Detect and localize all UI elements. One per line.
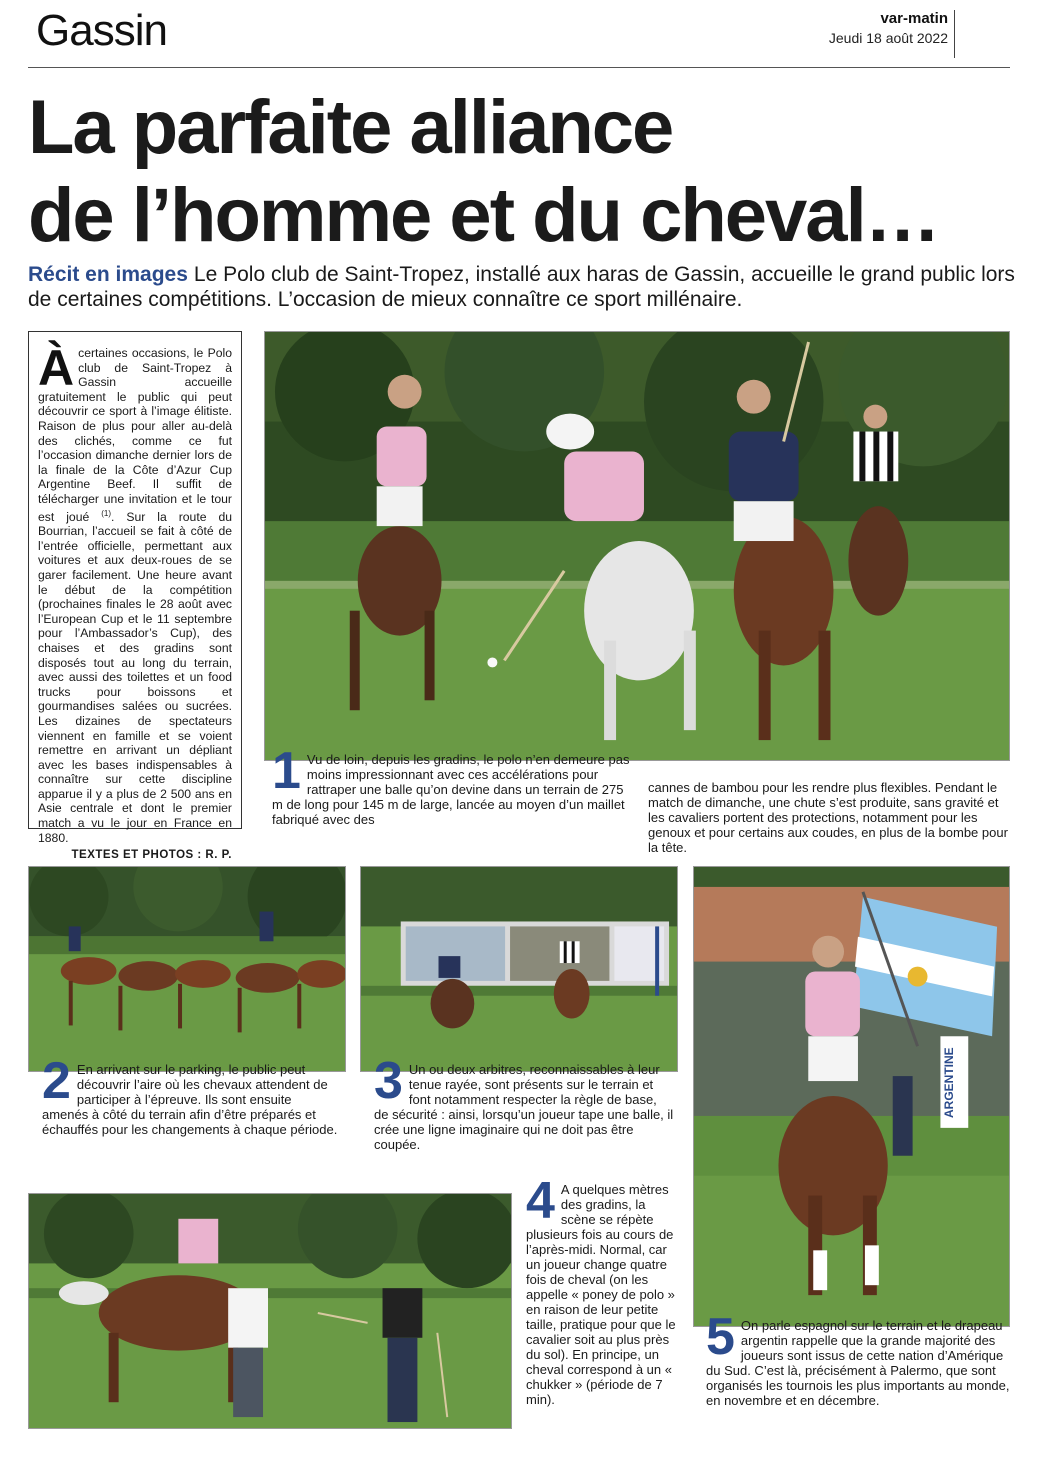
header-rule	[28, 67, 1010, 68]
photo-2-horses-parking	[28, 866, 346, 1072]
caption-4-number: 4	[526, 1172, 555, 1230]
headline-line-2: de l’homme et du cheval…	[28, 173, 939, 258]
newspaper-name: var-matin	[880, 10, 948, 27]
caption-1-col-b	[648, 780, 1010, 855]
section-title: Gassin	[36, 6, 167, 55]
photo-3-referee	[360, 866, 678, 1072]
argentine-banner-text: ARGENTINE	[942, 1047, 956, 1119]
caption-1-text-b: cannes de bambou pour les rendre plus flexibles. Pendant le match de dimanche, une chute s’est produite, sans gravité et les cavaliers portent des protections, notamment pour les genoux et pour certains aux coudes, en plus de la bombe pour la tête.	[648, 780, 1008, 855]
caption-3-text: Un ou deux arbitres, reconnaissables à leur tenue rayée, sont présents sur le terrain et font notamment respecter la règle de base, de sécurité : ainsi, lorsqu’un joueur tape une balle, il crée une ligne imaginaire qui ne doit pas être coupée.	[374, 1062, 674, 1152]
headline-line-1: La parfaite alliance	[28, 85, 673, 170]
article-body-part-1: certaines occasions, le Polo club de Saint-Tropez à Gassin accueille gratuitement le public qui peut découvrir ce sport à l’image élitiste. Raison de plus pour aller au-delà des clichés, comme ce fut l’occasion dimanche dernier lors de la finale de la Côte d’Azur Cup Argentine Beef. Il suffit de télécharger une invitation et le tour est joué	[38, 346, 232, 524]
caption-2-number: 2	[42, 1052, 71, 1110]
caption-4	[526, 1172, 680, 1407]
caption-2	[42, 1052, 338, 1137]
caption-3-number: 3	[374, 1052, 403, 1110]
credits: TEXTES ET PHOTOS : R. P.	[71, 849, 232, 862]
headline	[28, 84, 1028, 260]
kicker: Récit en images	[28, 263, 188, 286]
caption-1-text-a: Vu de loin, depuis les gradins, le polo n’en demeure pas moins impressionnant avec ces accélérations pour rattraper une balle qu’on devine dans un terrain de 275 m de long pour 145 m de large, lancée au moyen d’un maillet fabriqué avec des	[272, 752, 630, 827]
article-box	[28, 331, 242, 862]
footnote-mark: (1)	[101, 508, 112, 518]
dropcap: À	[38, 340, 75, 396]
article-body	[38, 340, 233, 845]
standfirst-text: Le Polo club de Saint-Tropez, installé aux haras de Gassin, accueille le grand public lors de certaines compétitions. L’occasion de mieux connaître ce sport millénaire.	[28, 263, 1015, 311]
issue-date: Jeudi 18 août 2022	[828, 30, 948, 46]
header-divider	[954, 10, 955, 58]
caption-1-col-a	[272, 742, 634, 827]
photo-4-horse-change	[28, 1193, 512, 1429]
caption-5-number: 5	[706, 1308, 735, 1366]
standfirst	[28, 262, 1018, 312]
caption-3	[374, 1052, 674, 1152]
caption-5-text: On parle espagnol sur le terrain et le drapeau argentin rappelle que la grande majorité des joueurs sont issus de cette nation d’Amérique du Sud. C’est là, précisément à Palermo, que sont organisés les tournois les plus importants au monde, en novembre et en décembre.	[706, 1318, 1010, 1408]
article-body-part-2: . Sur la route du Bourrian, l’accueil se fait à côté de l’entrée officielle, permettant aux voitures et aux deux-roues de se garer facilement. Une heure avant le début de la compétition (prochaines finales le 28 août avec l’European Cup et le 11 septembre pour l’Ambassador’s Cup), des chaises et des gradins sont disposés tout au long du terrain, avec aussi des toilettes et un food trucks pour boissons et gourmandises salées ou sucrées. Les dizaines de spectateurs viennent en famille et se voient remettre en arrivant un dépliant avec les bases indispensables à connaître sur cette discipline apparue il y a plus de 2 500 ans en Asie centrale et dont le premier match a vu le jour en France en 1880.	[38, 509, 233, 845]
caption-1-number: 1	[272, 742, 301, 800]
photo-1-polo-action	[264, 331, 1010, 761]
photo-5-argentine-flag	[693, 866, 1010, 1327]
caption-4-text: A quelques mètres des gradins, la scène se répète plusieurs fois au cours de l’après-midi. Normal, car un joueur change quatre fois de cheval (on les appelle « poney de polo » en raison de leur petite taille, pratique pour que le cavalier soit au plus près du sol). En principe, un cheval correspond à un « chukker » (période de 7 min).	[526, 1182, 676, 1407]
caption-5	[706, 1308, 1010, 1408]
caption-2-text: En arrivant sur le parking, le public peut découvrir l’aire où les chevaux attendent de participer à l’épreuve. Ils sont ensuite amenés à côté du terrain afin d’être préparés et échauffés pour les changements à chaque période.	[42, 1062, 338, 1137]
